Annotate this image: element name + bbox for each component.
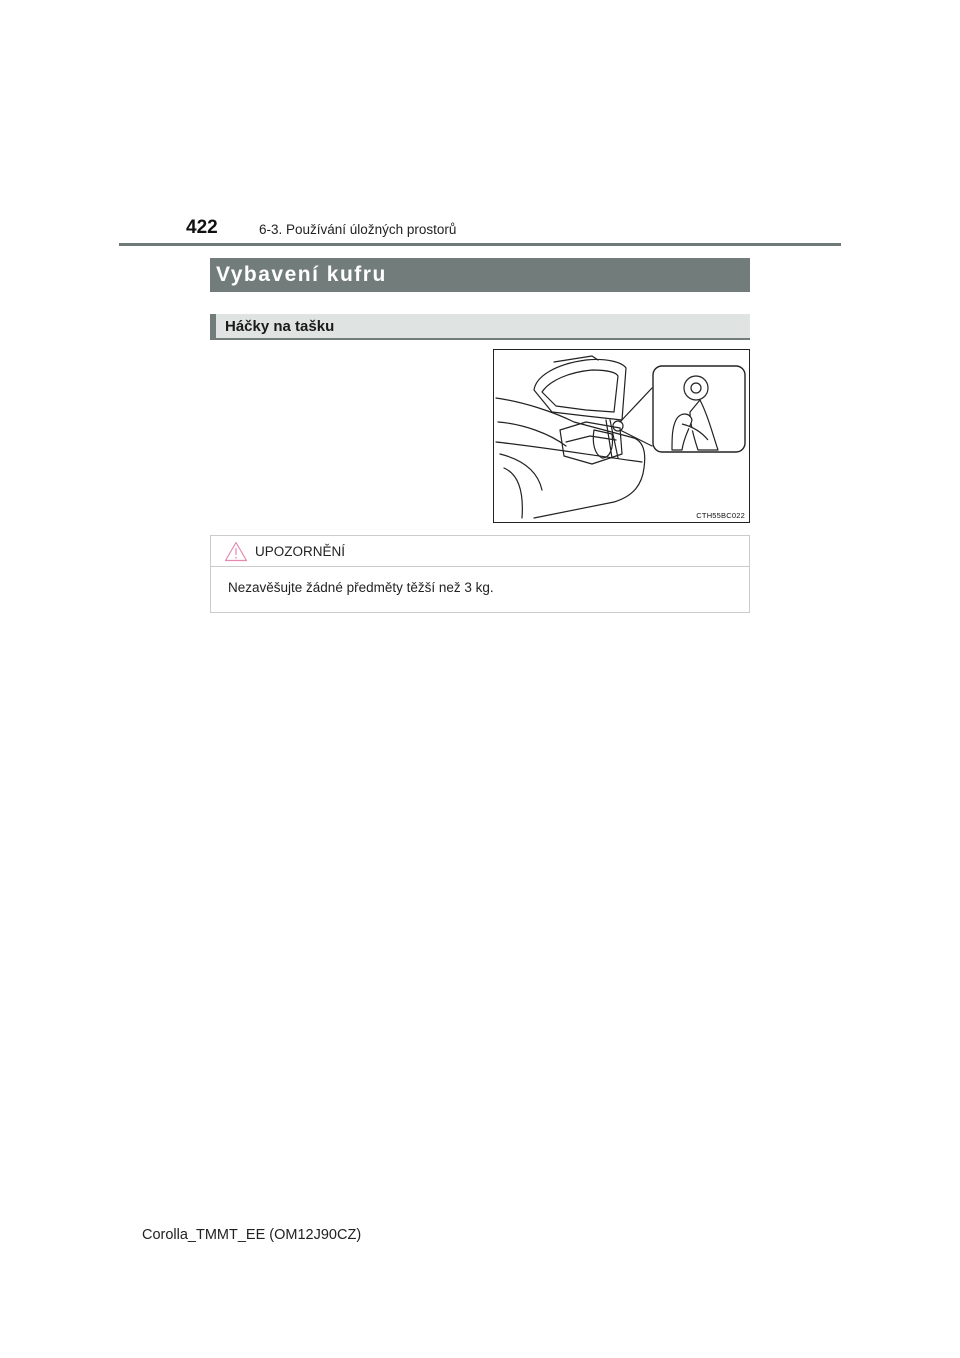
chapter-title: 6-3. Používání úložných prostorů [259, 222, 457, 237]
page-number: 422 [186, 217, 218, 238]
footer-manual-id: Corolla_TMMT_EE (OM12J90CZ) [142, 1227, 362, 1243]
trunk-illustration [493, 349, 750, 523]
caution-text: Nezavěšujte žádné předměty těžší než 3 kg. [228, 580, 494, 595]
figure-code: CTH55BC022 [696, 511, 745, 520]
warning-icon [224, 541, 248, 562]
caution-header [211, 536, 749, 567]
header-divider [119, 243, 841, 246]
car-trunk-drawing [494, 350, 749, 522]
caution-title: UPOZORNĚNÍ [255, 544, 346, 559]
caution-box [210, 535, 750, 613]
section-title: Vybavení kufru [210, 258, 750, 292]
subsection-title: Háčky na tašku [210, 314, 750, 340]
